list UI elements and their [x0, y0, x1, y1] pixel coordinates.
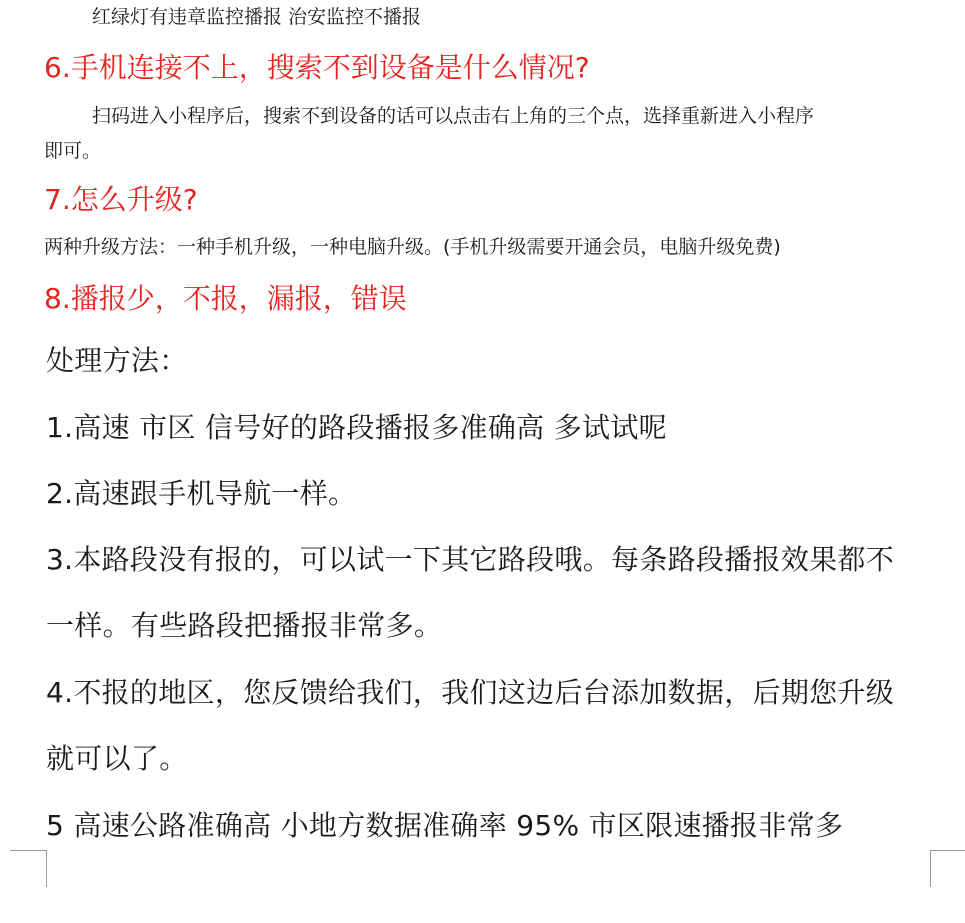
heading-question-6: 6.手机连接不上，搜索不到设备是什么情况?: [44, 51, 590, 84]
answer-6-line-1: 扫码进入小程序后，搜索不到设备的话可以点击右上角的三个点，选择重新进入小程序: [92, 105, 815, 127]
page-corner-mark-right: [930, 850, 965, 887]
heading-question-7: 7.怎么升级?: [44, 183, 198, 216]
text-line-traffic-light: 红绿灯有违章监控播报 治安监控不播报: [92, 6, 422, 28]
page-corner-mark-left: [10, 850, 47, 887]
method-item-2: 2.高速跟手机导航一样。: [46, 477, 357, 510]
method-item-3-line-1: 3.本路段没有报的，可以试一下其它路段哦。每条路段播报效果都不: [46, 543, 895, 576]
method-item-3-line-2: 一样。有些路段把播报非常多。: [46, 609, 443, 642]
method-item-1: 1.高速 市区 信号好的路段播报多准确高 多试试呢: [46, 411, 667, 444]
method-item-5: 5 高速公路准确高 小地方数据准确率 95% 市区限速播报非常多: [46, 809, 844, 842]
method-item-4-line-2: 就可以了。: [46, 742, 188, 775]
answer-6-line-2: 即可。: [44, 140, 102, 162]
method-item-4-line-1: 4.不报的地区，您反馈给我们，我们这边后台添加数据，后期您升级: [46, 676, 895, 709]
answer-7: 两种升级方法：一种手机升级，一种电脑升级。(手机升级需要开通会员，电脑升级免费): [44, 236, 781, 258]
heading-question-8: 8.播报少，不报，漏报，错误: [44, 282, 407, 315]
method-title: 处理方法：: [46, 344, 188, 377]
